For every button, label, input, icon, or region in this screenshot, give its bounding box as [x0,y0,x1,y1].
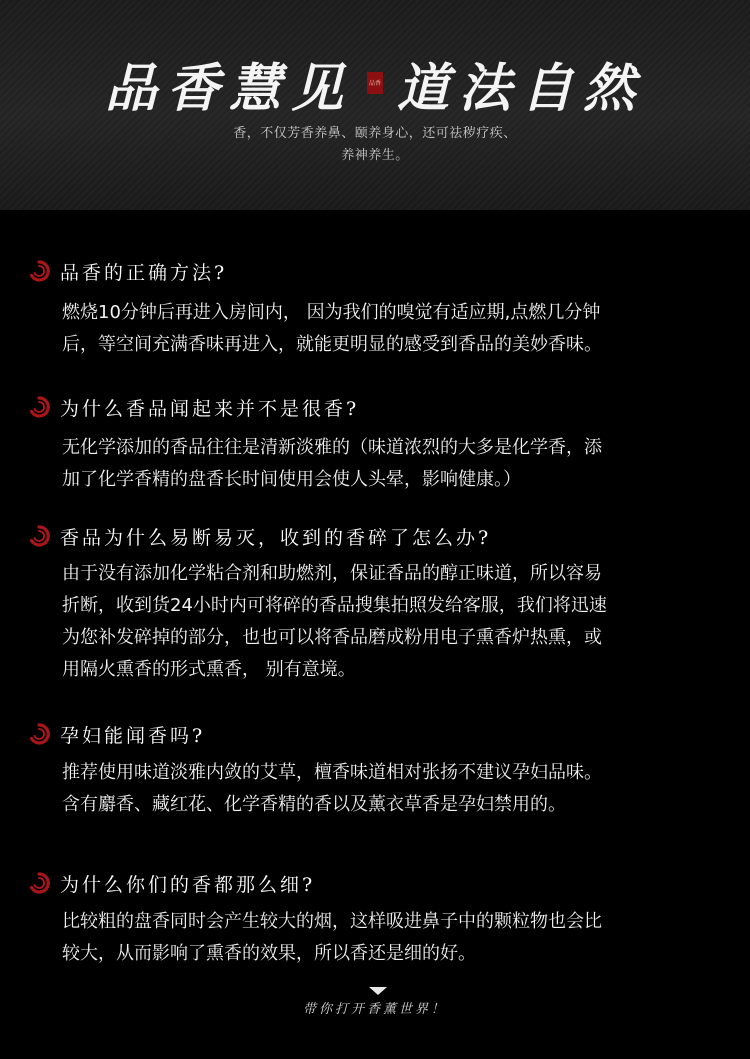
swirl-icon [28,525,50,547]
seal-text: 品香 [368,79,381,87]
question-text: 为什么香品闻起来并不是很香? [60,397,360,420]
title-left: 品香慧见 [104,57,353,119]
question-text: 品香的正确方法? [60,261,228,284]
answer-line: 用隔火熏香的形式熏香， 别有意境。 [62,659,356,680]
swirl-icon [28,872,50,894]
subtitle-line-1: 香，不仅芳香养鼻、颐养身心，还可祛秽疗疾、 [233,126,517,141]
faq-question-4 [28,719,205,749]
faq-question-1 [28,256,227,286]
answer-line: 加了化学香精的盘香长时间使用会使人头晕，影响健康。） [62,469,521,490]
swirl-icon [28,396,50,418]
answer-line: 比较粗的盘香同时会产生较大的烟，这样吸进鼻子中的颗粒物也会比 [62,911,602,932]
page-title [0,48,750,118]
subtitle-line-2: 养神养生。 [341,148,409,163]
answer-line: 推荐使用味道淡雅内敛的艾草，檀香味道相对张扬不建议孕妇品味。 [62,762,602,783]
answer-line: 燃烧10分钟后再进入房间内， 因为我们的嗅觉有适应期,点燃几分钟 [62,302,601,323]
faq-question-2 [28,392,359,422]
faq-answer-5 [62,906,732,970]
footer-slogan: 带你打开香薰世界！ [302,1002,447,1017]
faq-question-5 [28,868,315,898]
title-right: 道法自然 [397,57,646,119]
faq-answer-1 [62,297,732,361]
faq-answer-4 [62,757,732,821]
answer-line: 后，等空间充满香味再进入，就能更明显的感受到香品的美妙香味。 [62,334,602,355]
faq-question-3 [28,521,491,551]
answer-line: 由于没有添加化学粘合剂和助燃剂，保证香品的醇正味道，所以容易 [62,563,602,584]
question-text: 香品为什么易断易灭，收到的香碎了怎么办? [60,526,492,549]
answer-line: 为您补发碎掉的部分，也也可以将香品磨成粉用电子熏香炉热熏，或 [62,627,602,648]
seal-stamp [367,72,383,94]
question-text: 为什么你们的香都那么细? [60,873,316,896]
header-banner [0,0,750,210]
down-triangle-icon [369,987,387,995]
answer-line: 折断，收到货24小时内可将碎的香品搜集拍照发给客服，我们将迅速 [62,595,607,616]
question-text: 孕妇能闻香吗? [60,724,206,747]
swirl-icon [28,260,50,282]
faq-answer-3 [62,558,732,686]
answer-line: 较大，从而影响了熏香的效果，所以香还是细的好。 [62,943,476,964]
swirl-icon [28,723,50,745]
answer-line: 无化学添加的香品往往是清新淡雅的（味道浓烈的大多是化学香，添 [62,437,602,458]
faq-answer-2 [62,432,732,496]
answer-line: 含有麝香、藏红花、化学香精的香以及薰衣草香是孕妇禁用的。 [62,794,566,815]
